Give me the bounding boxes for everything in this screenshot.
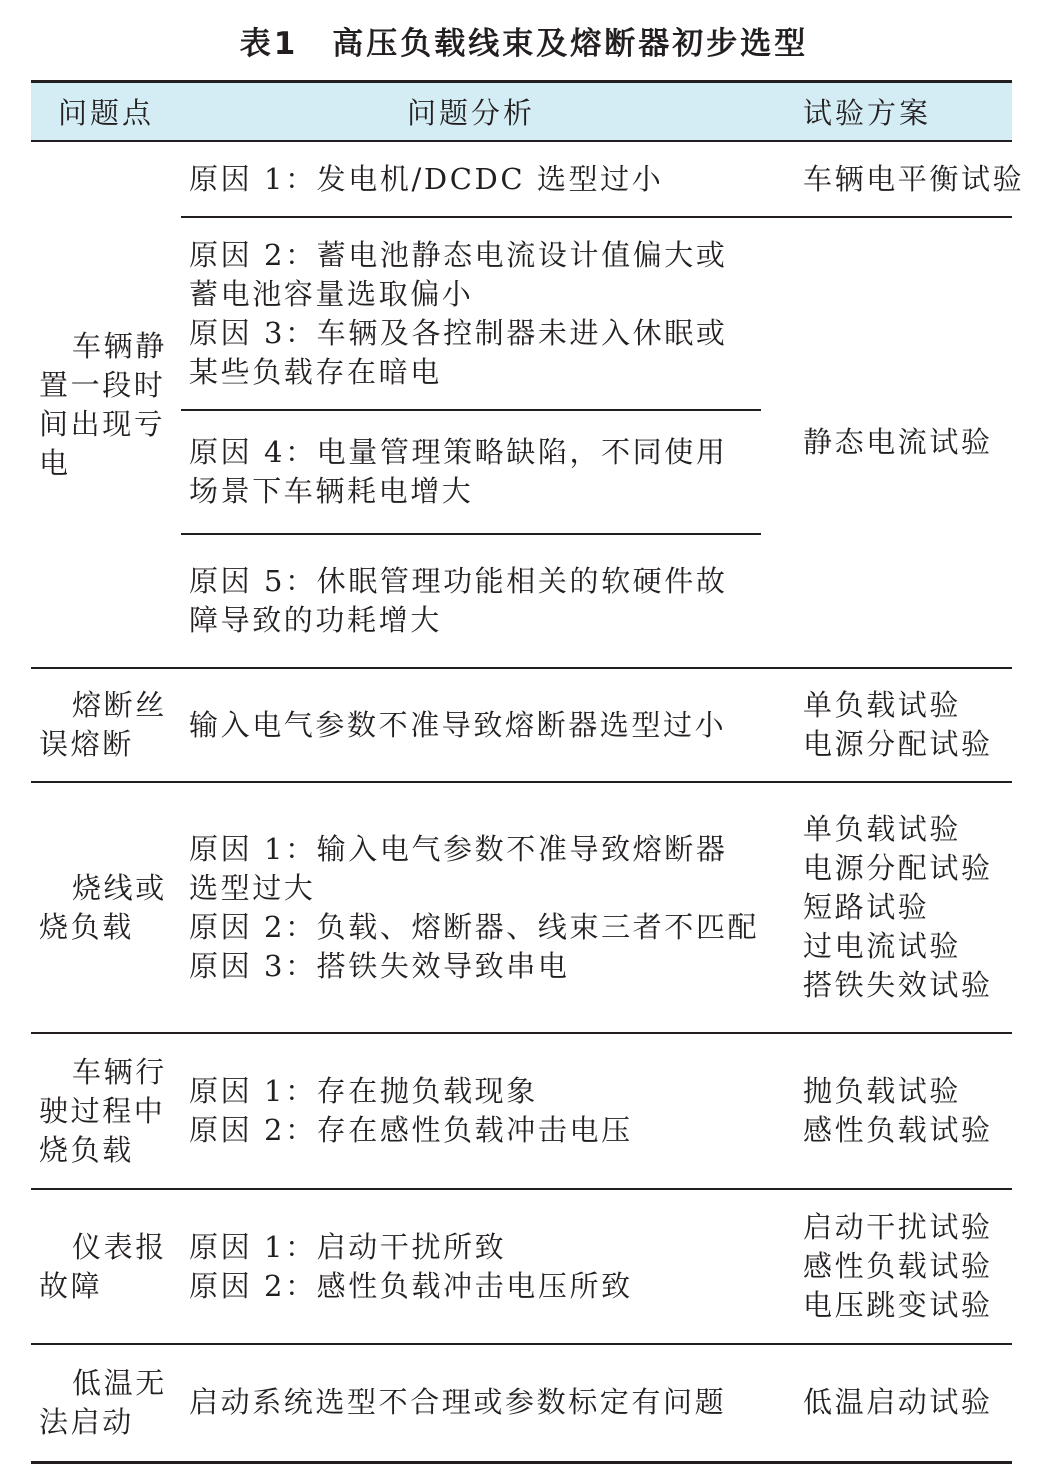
analysis-line: 原因 3：搭铁失效导致串电 xyxy=(189,948,570,983)
table-title: 高压负载线束及熔断器初步选型 xyxy=(332,26,809,62)
plan-line: 过电流试验 xyxy=(803,929,962,963)
analysis-cell xyxy=(181,141,761,217)
table-caption xyxy=(0,22,1048,66)
header-issue: 问题点 xyxy=(31,82,181,142)
issue-cell: 车辆行驶过程中烧负载 xyxy=(31,1033,181,1189)
table-row xyxy=(31,668,1012,782)
header-analysis: 问题分析 xyxy=(181,82,761,142)
analysis-line: 原因 1：输入电气参数不准导致熔断器 xyxy=(189,831,728,866)
plan-line: 感性负载试验 xyxy=(803,1113,993,1147)
plan-cell xyxy=(761,1033,1012,1189)
issue-cell: 车辆静置一段时间出现亏电 xyxy=(31,141,181,668)
table-number: 表1 xyxy=(239,26,299,62)
analysis-line: 启动系统选型不合理或参数标定有问题 xyxy=(189,1385,727,1420)
plan-line: 单负载试验 xyxy=(803,688,962,722)
test-plan-table xyxy=(31,80,1025,1464)
plan-cell xyxy=(761,782,1012,1033)
plan-line: 低温启动试验 xyxy=(803,1385,993,1420)
plan-line: 短路试验 xyxy=(803,890,930,924)
analysis-line: 原因 1：启动干扰所致 xyxy=(189,1229,507,1264)
analysis-line: 输入电气参数不准导致熔断器选型过小 xyxy=(189,707,727,742)
plan-cell xyxy=(761,141,1025,217)
table-row xyxy=(31,782,1012,1033)
issue-cell: 熔断丝误熔断 xyxy=(31,668,181,782)
analysis-line: 原因 2：感性负载冲击电压所致 xyxy=(189,1268,633,1303)
issue-cell: 烧线或烧负载 xyxy=(31,782,181,1033)
analysis-cell xyxy=(181,217,761,410)
table-row xyxy=(31,1033,1012,1189)
plan-line: 感性负载试验 xyxy=(803,1249,993,1283)
plan-cell xyxy=(761,1344,1012,1462)
analysis-line: 原因 4：电量管理策略缺陷，不同使用 xyxy=(189,435,728,469)
plan-line: 电源分配试验 xyxy=(803,851,993,885)
analysis-line: 蓄电池容量选取偏小 xyxy=(189,276,474,311)
analysis-line: 原因 2：蓄电池静态电流设计值偏大或 xyxy=(189,237,728,272)
plan-line: 搭铁失效试验 xyxy=(803,968,993,1002)
analysis-line: 选型过大 xyxy=(189,870,316,905)
analysis-line: 某些负载存在暗电 xyxy=(189,354,442,389)
plan-line: 静态电流试验 xyxy=(803,425,993,459)
analysis-line: 原因 1：发电机/DCDC 选型过小 xyxy=(189,161,664,196)
analysis-line: 障导致的功耗增大 xyxy=(189,603,442,637)
table-row xyxy=(31,1344,1012,1462)
header-plan: 试验方案 xyxy=(761,82,1012,142)
plan-line: 车辆电平衡试验 xyxy=(803,161,1025,196)
header-row xyxy=(31,82,1012,142)
issue-cell: 低温无法启动 xyxy=(39,1365,167,1439)
analysis-line: 原因 1：存在抛负载现象 xyxy=(189,1074,538,1108)
analysis-line: 原因 2：存在感性负载冲击电压 xyxy=(189,1113,633,1147)
plan-cell xyxy=(761,217,1012,668)
issue-cell: 仪表报故障 xyxy=(31,1189,181,1344)
plan-cell xyxy=(761,1189,1012,1344)
analysis-cell xyxy=(181,1189,761,1344)
analysis-line: 原因 5：休眠管理功能相关的软硬件故 xyxy=(189,564,728,598)
analysis-line: 原因 3：车辆及各控制器未进入休眠或 xyxy=(189,315,728,350)
analysis-line: 场景下车辆耗电增大 xyxy=(189,474,474,508)
analysis-line: 原因 2：负载、熔断器、线束三者不匹配 xyxy=(189,909,760,944)
analysis-cell xyxy=(181,534,761,668)
table-row xyxy=(31,141,1012,217)
plan-line: 电源分配试验 xyxy=(803,727,993,761)
analysis-cell xyxy=(181,1033,761,1189)
table-row xyxy=(31,1189,1012,1344)
analysis-cell xyxy=(181,782,761,1033)
plan-line: 抛负载试验 xyxy=(803,1074,962,1108)
plan-line: 电压跳变试验 xyxy=(803,1288,993,1322)
analysis-cell xyxy=(181,410,761,534)
analysis-cell xyxy=(181,668,761,782)
plan-line: 启动干扰试验 xyxy=(803,1210,993,1244)
plan-cell xyxy=(761,668,1012,782)
analysis-cell xyxy=(181,1344,761,1462)
plan-line: 单负载试验 xyxy=(803,812,962,846)
